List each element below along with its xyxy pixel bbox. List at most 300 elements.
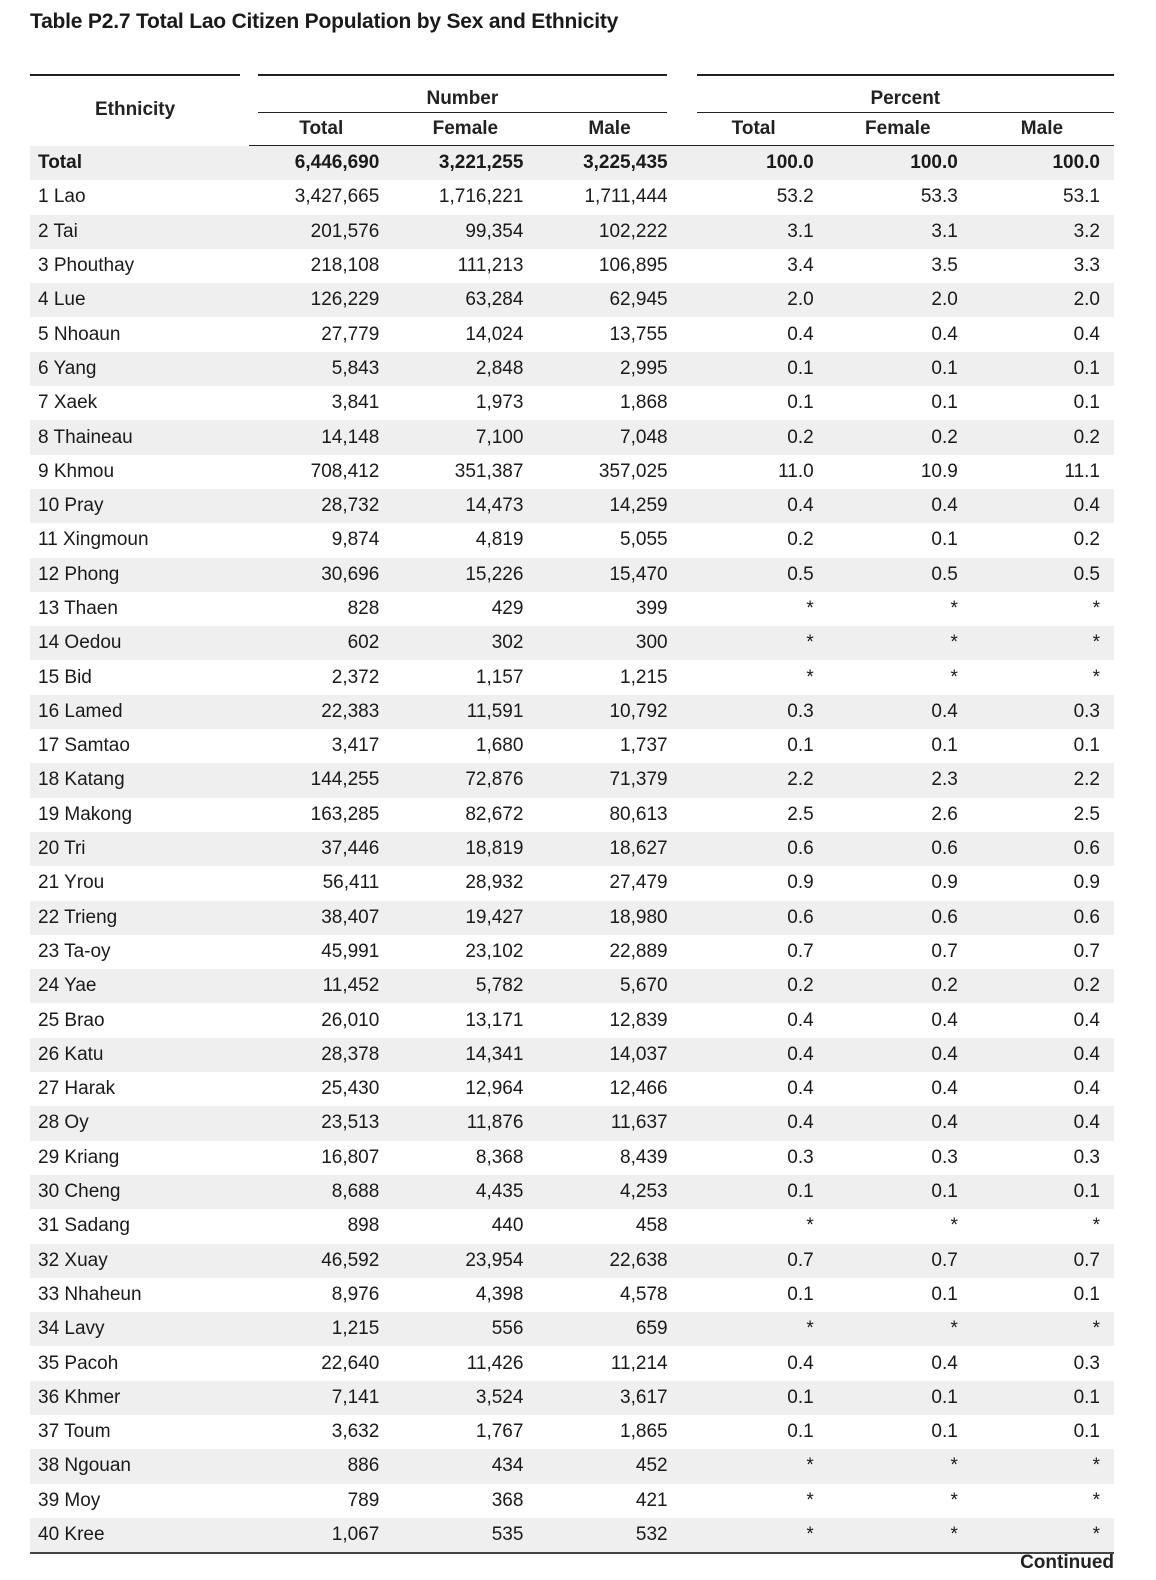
number-group-header: Number [249,75,681,113]
number-female-cell: 15,226 [393,558,537,592]
percent-male-cell: * [1092,1489,1100,1511]
ethnicity-cell: 15 Bid [38,666,92,688]
percent-female-cell: * [826,626,970,660]
number-male-cell: 14,259 [537,489,681,523]
ethnicity-cell: 34 Lavy [30,1312,249,1346]
table-row [30,489,1114,523]
table-row [30,935,1114,969]
percent-male-cell: 2.0 [970,283,1114,317]
table-row-total [30,146,1114,181]
number-female-cell: 111,213 [457,255,524,277]
percent-female-cell: 0.2 [826,420,970,454]
number-male-cell: 1,868 [620,392,668,414]
number-total-cell: 30,696 [249,558,393,592]
percent-total-cell: 2.2 [682,763,826,797]
number-male-cell: 12,466 [609,1078,668,1100]
ethnicity-header: Ethnicity [30,75,249,146]
number-female-cell: 14,024 [465,323,524,345]
table-row [30,215,1114,249]
percent-male-cell: * [970,626,1114,660]
percent-female-cell: 0.4 [826,695,970,729]
number-female-cell: 535 [393,1518,537,1553]
ethnicity-cell: 23 Ta-oy [38,940,111,962]
number-female-cell: 2,848 [393,352,537,386]
number-male-cell: 2,995 [537,352,681,386]
table-row [30,1209,1114,1243]
number-male-cell: 452 [537,1449,681,1483]
percent-male-cell: * [970,1312,1114,1346]
percent-female-cell: * [826,1312,970,1346]
number-female-cell: 4,398 [475,1283,524,1305]
ethnicity-cell: 20 Tri [30,832,249,866]
ethnicity-cell: 9 Khmou [38,460,115,482]
table-row [30,763,1114,797]
percent-male-cell: 0.6 [970,832,1114,866]
percent-group-header: Percent [682,75,1114,113]
number-total-cell: 9,874 [331,529,380,551]
percent-female-cell: 2.0 [826,283,970,317]
population-table [30,74,1114,1554]
number-total-cell: 23,513 [249,1106,393,1140]
table-row [30,866,1114,900]
table-row [30,798,1114,832]
percent-total-cell: 2.5 [787,803,814,825]
number-male-cell: 3,617 [537,1381,681,1415]
percent-total-cell: 100.0 [682,146,826,181]
number-female-cell: 1,716,221 [438,186,524,208]
percent-total-cell: 0.4 [682,1106,826,1140]
percent-male-cell: 0.4 [970,489,1114,523]
percent-female-cell: 0.6 [826,901,970,935]
percent-male-cell: 3.2 [970,215,1114,249]
number-male-cell: 4,578 [620,1283,668,1305]
table-row [30,1415,1114,1449]
number-female-cell: 23,102 [465,940,524,962]
number-total-header: Total [249,113,393,146]
table-row [30,420,1114,454]
table-row [30,249,1114,283]
percent-male-cell: 0.4 [970,1038,1114,1072]
number-total-cell: 602 [249,626,393,660]
percent-female-header: Female [826,113,970,146]
ethnicity-cell: 8 Thaineau [30,420,249,454]
percent-total-cell: * [682,1312,826,1346]
ethnicity-cell: 13 Thaen [38,598,118,619]
percent-total-cell: 0.1 [682,352,826,386]
percent-total-cell: 0.3 [787,1146,814,1168]
table-row [30,1449,1114,1483]
percent-total-cell: 0.1 [787,1421,814,1443]
percent-female-cell: 0.4 [931,1352,958,1374]
percent-male-cell: 100.0 [970,146,1114,181]
number-female-cell: 12,964 [465,1078,524,1100]
number-female-cell: 99,354 [393,215,537,249]
table-row [30,1278,1114,1312]
number-total-cell: 144,255 [249,763,393,797]
percent-total-cell: 0.2 [682,969,826,1003]
ethnicity-cell: 3 Phouthay [38,255,135,277]
number-total-cell: 218,108 [310,255,380,277]
number-female-cell: 28,932 [465,872,524,894]
percent-male-cell: * [1092,598,1100,619]
percent-female-cell: 0.4 [826,1106,970,1140]
number-male-cell: 80,613 [609,803,668,825]
number-total-cell: 16,807 [321,1146,380,1168]
number-male-cell: 4,253 [537,1175,681,1209]
number-female-cell: 368 [491,1489,524,1511]
percent-male-cell: 0.1 [970,352,1114,386]
number-male-cell: 18,627 [537,832,681,866]
percent-female-cell: 0.1 [826,1175,970,1209]
percent-female-cell: 0.1 [826,352,970,386]
percent-total-cell: 3.1 [682,215,826,249]
percent-female-cell: 2.3 [826,763,970,797]
percent-total-cell: 0.4 [787,323,814,345]
number-total-cell: 126,229 [249,283,393,317]
number-total-cell: 11,452 [249,969,393,1003]
number-male-cell: 5,670 [537,969,681,1003]
percent-male-cell: 0.4 [1073,1009,1100,1031]
number-male-cell: 1,865 [620,1421,668,1443]
percent-male-cell: 11.1 [1064,460,1100,482]
percent-female-cell: 0.4 [931,323,958,345]
percent-male-cell: 0.3 [970,695,1114,729]
number-total-cell: 8,976 [331,1283,380,1305]
number-total-cell: 898 [347,1215,380,1237]
percent-female-cell: * [826,1518,970,1553]
percent-total-cell: 0.3 [682,695,826,729]
percent-female-cell: 2.6 [931,803,958,825]
percent-female-cell: * [950,1489,958,1511]
percent-male-cell: 0.2 [970,969,1114,1003]
number-female-cell: 8,368 [475,1146,524,1168]
number-total-cell: 14,148 [249,420,393,454]
ethnicity-cell: 22 Trieng [30,901,249,935]
number-male-cell: 13,755 [609,323,668,345]
number-female-cell: 1,157 [475,666,524,688]
percent-total-cell: 0.6 [682,832,826,866]
number-male-cell: 22,889 [609,940,668,962]
percent-female-cell: 0.7 [931,940,958,962]
ethnicity-cell: 28 Oy [30,1106,249,1140]
number-total-cell: 886 [249,1449,393,1483]
table-title: Table P2.7 Total Lao Citizen Population by Sex and Ethnicity [30,10,619,33]
table-row [30,283,1114,317]
percent-male-cell: 0.3 [1073,1352,1100,1374]
number-male-cell: 62,945 [537,283,681,317]
number-female-cell: 434 [393,1449,537,1483]
number-male-cell: 71,379 [537,763,681,797]
number-male-cell: 1,711,444 [584,186,668,208]
percent-total-cell: 0.1 [682,1381,826,1415]
percent-total-cell: * [806,1489,814,1511]
table-row [30,626,1114,660]
number-total-cell: 37,446 [249,832,393,866]
percent-male-cell: 0.9 [1073,872,1100,894]
ethnicity-cell: 24 Yae [30,969,249,1003]
percent-male-cell: 0.3 [1073,1146,1100,1168]
number-female-cell: 13,171 [465,1009,524,1031]
percent-total-cell: * [682,626,826,660]
number-total-cell: 708,412 [310,460,380,482]
number-female-cell: 4,819 [475,529,524,551]
percent-total-cell: 0.1 [787,392,814,414]
table-row [30,1381,1114,1415]
percent-total-cell: 0.6 [682,901,826,935]
number-total-cell: 2,372 [331,666,380,688]
percent-male-cell: 0.2 [1073,529,1100,551]
percent-female-cell: * [950,598,958,619]
percent-female-cell: 0.5 [826,558,970,592]
number-female-cell: 82,672 [465,803,524,825]
percent-total-cell: 2.0 [682,283,826,317]
table-row [30,729,1114,763]
percent-total-cell: * [806,1215,814,1237]
ethnicity-cell: 17 Samtao [38,735,130,757]
number-female-cell: 3,221,255 [393,146,537,181]
ethnicity-cell: 1 Lao [38,186,86,208]
ethnicity-cell: 10 Pray [30,489,249,523]
percent-female-cell: 3.1 [826,215,970,249]
number-male-cell: 3,225,435 [537,146,681,181]
table-row [30,317,1114,351]
percent-male-cell: * [970,1518,1114,1553]
number-total-cell: 25,430 [321,1078,380,1100]
percent-total-cell: 0.1 [787,735,814,757]
number-total-cell: 5,843 [249,352,393,386]
percent-total-cell: 0.4 [682,489,826,523]
percent-total-cell: 0.7 [682,1244,826,1278]
number-female-cell: 429 [491,598,524,619]
number-female-cell: 440 [491,1215,524,1237]
percent-male-cell: 0.4 [970,1106,1114,1140]
ethnicity-cell: 40 Kree [30,1518,249,1553]
number-total-cell: 22,383 [249,695,393,729]
percent-total-cell: 0.5 [682,558,826,592]
number-male-cell: 102,222 [537,215,681,249]
number-total-cell: 27,779 [321,323,380,345]
number-male-cell: 5,055 [620,529,668,551]
number-female-cell: 3,524 [393,1381,537,1415]
table-row [30,1346,1114,1380]
percent-total-cell: 0.1 [682,1175,826,1209]
ethnicity-cell: 33 Nhaheun [38,1283,142,1305]
number-female-cell: 4,435 [393,1175,537,1209]
percent-male-cell: 0.1 [1073,1283,1100,1305]
number-female-cell: 23,954 [393,1244,537,1278]
number-total-cell: 3,427,665 [294,186,380,208]
percent-female-cell: 0.4 [931,1009,958,1031]
percent-male-cell: 0.5 [970,558,1114,592]
number-female-cell: 302 [393,626,537,660]
number-total-cell: 163,285 [310,803,380,825]
ethnicity-cell: 36 Khmer [30,1381,249,1415]
percent-total-cell: * [806,666,814,688]
number-total-cell: 8,688 [249,1175,393,1209]
number-female-cell: 11,876 [393,1106,537,1140]
number-total-cell: 1,067 [249,1518,393,1553]
number-total-cell: 22,640 [321,1352,380,1374]
percent-total-cell: * [806,598,814,619]
percent-male-header: Male [970,113,1114,146]
percent-male-cell: 0.4 [1073,323,1100,345]
number-female-cell: 11,426 [466,1352,524,1374]
percent-female-cell: * [950,1215,958,1237]
number-female-cell: 11,591 [393,695,537,729]
number-male-cell: 22,638 [537,1244,681,1278]
table-row [30,180,1114,214]
number-female-cell: 351,387 [454,460,524,482]
number-male-cell: 1,215 [620,666,668,688]
ethnicity-cell: 7 Xaek [38,392,98,414]
number-female-cell: 72,876 [393,763,537,797]
number-female-cell: 19,427 [393,901,537,935]
percent-total-cell: 0.4 [682,1038,826,1072]
table-row [30,558,1114,592]
percent-female-cell: 0.1 [931,735,958,757]
percent-male-cell: 0.2 [970,420,1114,454]
number-male-cell: 532 [537,1518,681,1553]
table-header [30,75,1114,146]
ethnicity-cell: 25 Brao [38,1009,105,1031]
table-row [30,1518,1114,1553]
percent-female-cell: 0.4 [931,1078,958,1100]
percent-male-cell: * [970,1449,1114,1483]
number-total-cell: 1,215 [249,1312,393,1346]
ethnicity-cell: 35 Pacoh [38,1352,119,1374]
percent-female-cell: 0.4 [826,489,970,523]
table-row [30,660,1114,694]
percent-male-cell: 0.1 [970,1381,1114,1415]
number-total-cell: 28,732 [249,489,393,523]
percent-female-cell: 53.3 [920,186,958,208]
number-total-cell: 46,592 [249,1244,393,1278]
number-male-cell: 11,637 [537,1106,681,1140]
table-body [30,146,1114,1554]
percent-male-cell: 3.3 [1073,255,1100,277]
percent-female-cell: 0.1 [826,1381,970,1415]
number-total-cell: 828 [347,598,380,619]
percent-female-cell: 3.5 [931,255,958,277]
ethnicity-cell: 27 Harak [38,1078,116,1100]
ethnicity-cell: 12 Phong [30,558,249,592]
percent-total-cell: 3.4 [787,255,814,277]
percent-total-cell: 0.4 [787,1352,814,1374]
number-female-cell: 556 [393,1312,537,1346]
number-male-cell: 27,479 [609,872,668,894]
percent-total-cell: * [682,1449,826,1483]
number-male-cell: 14,037 [537,1038,681,1072]
percent-total-cell: * [682,1518,826,1553]
table-row [30,1072,1114,1106]
percent-female-cell: * [950,666,958,688]
number-total-cell: 201,576 [249,215,393,249]
percent-female-cell: 0.1 [931,392,958,414]
ethnicity-cell: 32 Xuay [30,1244,249,1278]
table-row [30,455,1114,489]
percent-female-cell: 0.3 [931,1146,958,1168]
percent-female-cell: 0.1 [931,1283,958,1305]
ethnicity-cell: 37 Toum [38,1421,111,1443]
table-row [30,1141,1114,1175]
ethnicity-cell: 16 Lamed [30,695,249,729]
number-female-cell: 1,680 [475,735,524,757]
table-row [30,1312,1114,1346]
percent-male-cell: 2.5 [1073,803,1100,825]
number-female-cell: 63,284 [393,283,537,317]
percent-female-cell: 0.7 [826,1244,970,1278]
ethnicity-cell: 21 Yrou [38,872,105,894]
percent-male-cell: 0.7 [970,1244,1114,1278]
number-female-cell: 7,100 [393,420,537,454]
ethnicity-cell: 14 Oedou [30,626,249,660]
table-row [30,1175,1114,1209]
number-male-cell: 10,792 [537,695,681,729]
table-row [30,695,1114,729]
population-table-container [30,74,1114,1554]
percent-female-cell: 0.1 [931,1421,958,1443]
number-total-cell: 6,446,690 [249,146,393,181]
table-row [30,1244,1114,1278]
percent-female-cell: * [826,1449,970,1483]
number-female-cell: 5,782 [393,969,537,1003]
number-female-cell: 1,973 [475,392,524,414]
percent-female-cell: 0.6 [826,832,970,866]
continued-note: Continued [1020,1552,1114,1573]
table-row [30,386,1114,420]
percent-male-cell: 0.1 [1073,735,1100,757]
ethnicity-cell: 30 Cheng [30,1175,249,1209]
number-male-cell: 106,895 [598,255,668,277]
percent-male-cell: 53.1 [1063,186,1100,208]
number-total-cell: 45,991 [321,940,380,962]
number-male-cell: 357,025 [598,460,668,482]
number-male-header: Male [537,113,681,146]
table-row [30,1003,1114,1037]
percent-male-cell: 0.1 [1073,1421,1100,1443]
ethnicity-cell: 6 Yang [30,352,249,386]
percent-male-cell: 2.2 [970,763,1114,797]
percent-total-cell: 11.0 [778,460,814,482]
table-row [30,592,1114,626]
percent-total-cell: 0.2 [787,529,814,551]
number-male-cell: 7,048 [537,420,681,454]
percent-male-cell: 0.7 [1073,940,1100,962]
ethnicity-cell: 38 Ngouan [30,1449,249,1483]
ethnicity-cell: 29 Kriang [38,1146,120,1168]
number-male-cell: 458 [635,1215,668,1237]
number-male-cell: 12,839 [609,1009,668,1031]
number-male-cell: 1,737 [620,735,668,757]
number-male-cell: 8,439 [620,1146,668,1168]
ethnicity-cell: 26 Katu [30,1038,249,1072]
table-row [30,352,1114,386]
percent-male-cell: * [1092,666,1100,688]
percent-total-cell: 0.7 [787,940,814,962]
percent-female-cell: 0.9 [931,872,958,894]
number-female-header: Female [393,113,537,146]
ethnicity-cell: 18 Katang [30,763,249,797]
ethnicity-cell: 4 Lue [30,283,249,317]
number-male-cell: 15,470 [537,558,681,592]
percent-female-cell: 0.1 [931,529,958,551]
number-male-cell: 18,980 [537,901,681,935]
number-male-cell: 11,214 [610,1352,668,1374]
number-female-cell: 14,341 [393,1038,537,1072]
number-male-cell: 421 [635,1489,668,1511]
percent-male-cell: 0.1 [1073,392,1100,414]
number-male-cell: 399 [635,598,668,619]
